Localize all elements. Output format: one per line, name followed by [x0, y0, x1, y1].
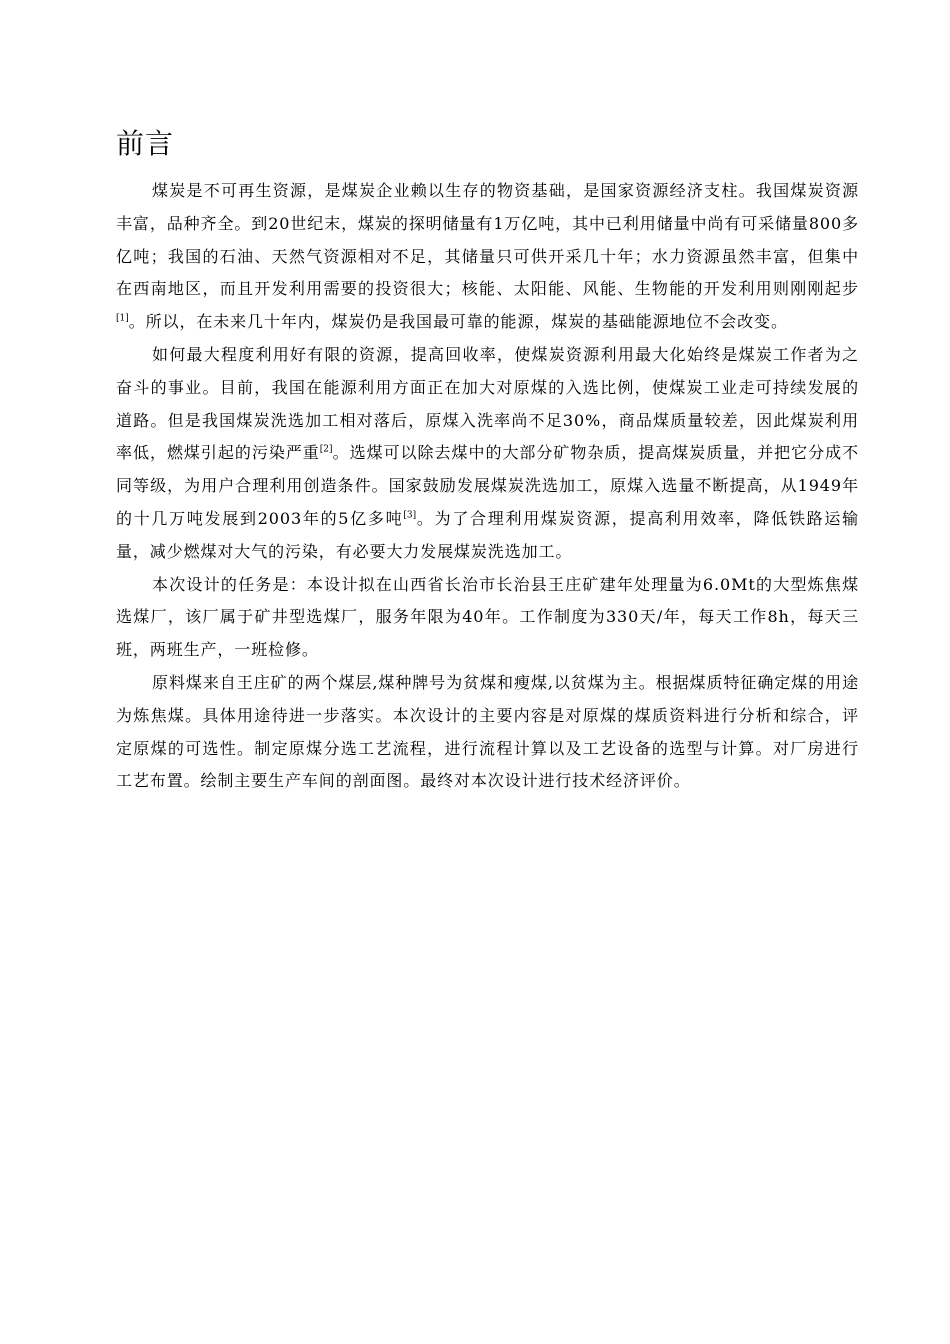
citation-ref-3: [3] [403, 510, 417, 521]
paragraph-text: 如何最大程度利用好有限的资源，提高回收率，使煤炭资源利用最大化始终是煤炭工作者为之奋斗的事业。目前，我国在能源利用方面正在加大对原煤的入选比例，使煤炭工业走可持续发展的道路。但是我国煤炭洗选加工相对落后，原煤入洗率尚不足30%，商品煤质量较差，因此煤炭利用率低，燃煤引起的污染严重 [116, 344, 859, 463]
paragraph-text: 煤炭是不可再生资源，是煤炭企业赖以生存的物资基础，是国家资源经济支柱。我国煤炭资源丰富，品种齐全。到20世纪末，煤炭的探明储量有1万亿吨，其中已利用储量中尚有可采储量800多亿吨；我国的石油、天然气资源相对不足，其储量只可供开采几十年；水力资源虽然丰富，但集中在西南地区，而且开发利用需要的投资很大；核能、太阳能、风能、生物能的开发利用则刚刚起步 [116, 181, 859, 299]
paragraph-text: 。选煤可以除去煤中的大部分矿物杂质，提高煤炭质量，并把它分成不同等级，为用户合理利用创造条件。国家鼓励发展煤炭洗选加工，原煤入选量不断提高，从1949年的十几万吨发展到2003年的5亿多吨 [116, 443, 859, 528]
paragraph-text: 原料煤来自王庄矿的两个煤层,煤种牌号为贫煤和瘦煤,以贫煤为主。根据煤质特征确定煤的用途为炼焦煤。具体用途待进一步落实。本次设计的主要内容是对原煤的煤质资料进行分析和综合，评定原煤的可选性。制定原煤分选工艺流程，进行流程计算以及工艺设备的选型与计算。对厂房进行工艺布置。绘制主要生产车间的剖面图。最终对本次设计进行技术经济评价。 [116, 672, 859, 791]
paragraph-text: 。为了合理利用煤炭资源，提高利用效率，降低铁路运输量，减少燃煤对大气的污染，有必要大力发展煤炭洗选加工。 [116, 508, 859, 561]
paragraph-text: 。所以，在未来几十年内，煤炭仍是我国最可靠的能源，煤炭的基础能源地位不会改变。 [128, 312, 788, 332]
paragraph-4 [116, 667, 859, 798]
paragraph-3 [116, 569, 859, 667]
paragraph-1 [116, 175, 859, 339]
citation-ref-2: [2] [319, 445, 333, 456]
document-body [116, 124, 859, 798]
section-heading: 前言 [116, 127, 175, 160]
paragraph-text: 本次设计的任务是：本设计拟在山西省长治市长治县王庄矿建年处理量为6.0Mt的大型炼焦煤选煤厂，该厂属于矿井型选煤厂，服务年限为40年。工作制度为330天/年，每天工作8h，每天三班，两班生产，一班检修。 [116, 574, 859, 660]
citation-ref-1: [1] [116, 313, 129, 324]
paragraph-2 [116, 339, 859, 569]
